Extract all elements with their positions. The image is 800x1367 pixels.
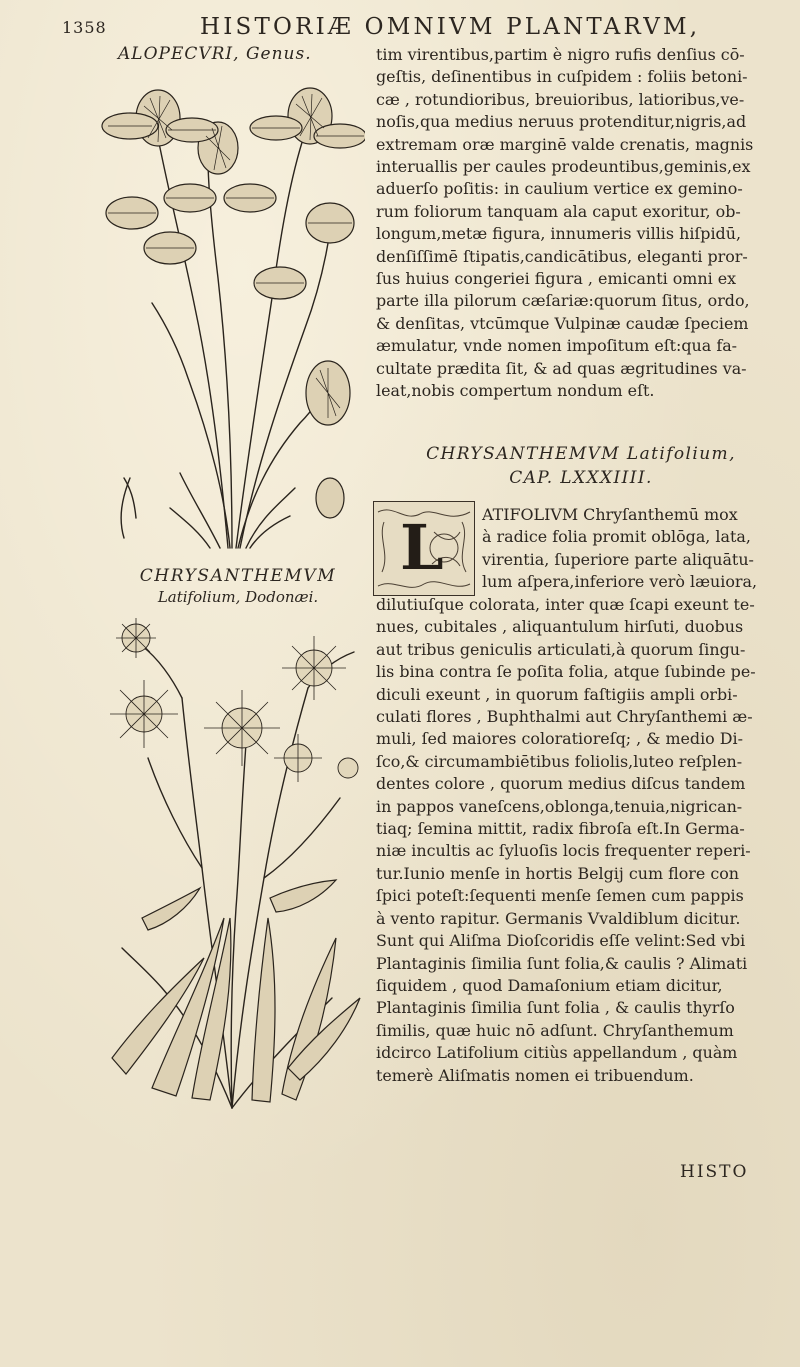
paragraph2-line: aut tribus geniculis articulati,à quorum ſingu- (376, 639, 746, 659)
paragraph1-line: extremam oræ marginē valde crenatis, magnis (376, 134, 754, 154)
paragraph2-text (376, 594, 756, 1087)
paragraph1-line: longum,metæ figura, innumeris villis hiſpidū, (376, 224, 741, 244)
paragraph2-line: nues, cubitales , aliquantulum hirſuti, duobus (376, 617, 744, 637)
paragraph2-line: dentes colore , quorum medius diſcus tandem (376, 774, 746, 794)
paragraph2-line: ſpici poteſt:ſequenti menſe ſemen cum pappis (376, 886, 744, 906)
paragraph2-initial-lines (482, 504, 757, 594)
alopecurus-woodcut (100, 78, 365, 563)
paragraph1-line: interuallis per caules prodeuntibus,geminis,ex (376, 157, 751, 177)
paragraph2-line: ſco,& circumambiētibus foliolis,luteo reſplen- (376, 751, 743, 771)
figure1-caption-author: Latifolium, Dodonæi. (157, 588, 319, 606)
paragraph2-line: in pappos vaneſcens,oblonga,tenuia,nigrican- (376, 796, 743, 816)
paragraph2-line: niæ incultis ac ſyluoſis locis frequenter reperi- (376, 841, 751, 861)
paragraph2-line: tur.Iunio menſe in hortis Belgij cum flore con (376, 863, 740, 883)
paragraph2-line: muli, ſed maiores coloratioreſq; , & medio Di- (376, 729, 743, 749)
running-title: HISTORIÆ OMNIVM PLANTARVM, (200, 14, 701, 40)
paragraph2-line: virentia, ſuperiore parte aliquātu- (482, 549, 754, 569)
paragraph1-text (376, 44, 753, 403)
paragraph2-line: lis bina contra ſe poſita folia, atque ſubinde pe- (376, 662, 756, 682)
paragraph2-line: idcirco Latifolium citiùs appellandum , quàm (376, 1043, 738, 1063)
chrysanthemum-woodcut (92, 618, 372, 1113)
paragraph1-line: noſis,qua medius neruus protenditur,nigris,ad (376, 112, 747, 132)
paragraph2-line: ſimilis, quæ huic nō adſunt. Chryſanthemum (376, 1020, 734, 1040)
paragraph1-line: parte illa pilorum cæſariæ:quorum ſitus, ordo, (376, 291, 750, 311)
paragraph2-line: diculi exeunt , in quorum faſtigiis ampli orbi- (376, 684, 738, 704)
paragraph2-line: lum aſpera,inferiore verò læuiora, (482, 572, 758, 592)
paragraph2-line: à radice folia promit oblōga, lata, (482, 527, 751, 547)
paragraph2-line: ATIFOLIVM Chryſanthemū mox (482, 505, 738, 524)
paragraph1-line: tim virentibus,partim è nigro rufis denſius cō- (376, 45, 745, 64)
paragraph1-line: cultate prædita ſit, & ad quas ægritudines va- (376, 358, 747, 378)
paragraph2-line: tiaq; ſemina mittit, radix fibroſa eſt.In Germa- (376, 819, 745, 839)
catch-word: HISTO (680, 1162, 749, 1182)
paragraph1-line: ſus huius congeriei figura , emicanti omni ex (376, 269, 737, 289)
paragraph2-line: temerè Aliſmatis nomen ei tribuendum. (376, 1065, 694, 1085)
paragraph2-line: culati flores , Buphthalmi aut Chryſanthemi æ- (376, 707, 753, 727)
paragraph1-line: & denſitas, vtcūmque Vulpinæ caudæ ſpeciem (376, 313, 749, 333)
chapter-title (376, 442, 786, 490)
figure1-caption-name: CHRYSANTHEMVM (139, 566, 337, 586)
page-number: 1358 (62, 18, 107, 37)
chapter-title-name: CHRYSANTHEMVM Latifolium, (426, 444, 736, 464)
paragraph2-line: Sunt qui Aliſma Dioſcoridis eſſe velint:Sed vbi (376, 931, 746, 951)
paragraph1-line: geſtis, deſinentibus in cuſpidem : foliis betoni- (376, 67, 748, 87)
chapter-number: CAP. LXXXIIII. (509, 468, 653, 488)
page-header (62, 12, 792, 42)
paragraph1-line: leat,nobis compertum nondum eſt. (376, 381, 655, 401)
initial-letter: L (400, 511, 444, 584)
paragraph1-line: denſiſſimē ſtipatis,candicātibus, eleganti pror- (376, 246, 748, 266)
genus-label: ALOPECVRI, Genus. (118, 44, 312, 64)
paragraph2-line: dilutiuſque colorata, inter quæ ſcapi exeunt te- (376, 595, 755, 614)
paragraph2-line: Plantaginis ſimilia ſunt folia,& caulis ? Alimati (376, 953, 748, 973)
paragraph1-line: rum foliorum tanquam ala caput exoritur, ob- (376, 201, 741, 221)
paragraph1-line: cæ , rotundioribus, breuioribus, latioribus,ve- (376, 89, 745, 109)
paragraph1-line: æmulatur, vnde nomen impoſitum eſt:qua fa- (376, 336, 738, 356)
paragraph2-line: à vento rapitur. Germanis Vvaldiblum dicitur. (376, 908, 741, 928)
decorated-initial (373, 501, 475, 596)
paragraph2-line: Plantaginis ſimilia ſunt folia , & caulis thyrſo (376, 998, 735, 1018)
paragraph2-line: ſiquidem , quod Damaſonium etiam dicitur, (376, 975, 723, 995)
paragraph1-line: aduerſo poſitis: in caulium vertice ex gemino- (376, 179, 743, 199)
figure1-caption (118, 566, 358, 606)
